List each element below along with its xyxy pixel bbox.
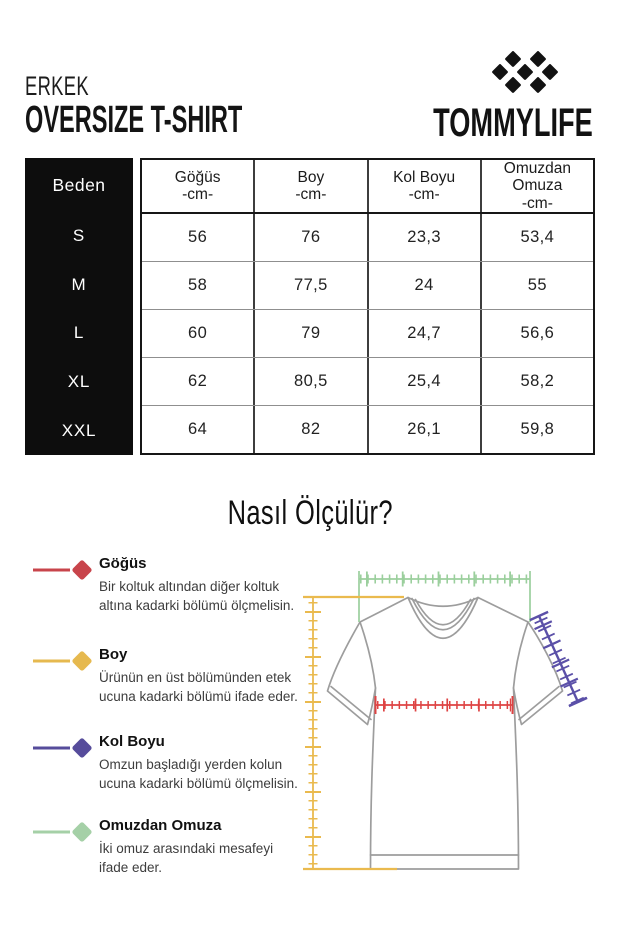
- column-label: Omuzdan Omuza: [503, 159, 571, 195]
- table-cell: 62: [188, 372, 208, 390]
- brand-name: TOMMYLIFE: [433, 101, 593, 145]
- column-label: Göğüs: [174, 168, 221, 186]
- column-unit: -cm-: [521, 194, 553, 212]
- tshirt-diagram: [300, 555, 620, 930]
- size-table: [25, 158, 595, 455]
- column-header-chest: [142, 160, 253, 212]
- legend-name: Göğüs: [99, 555, 147, 572]
- table-cell: 26,1: [367, 406, 480, 453]
- table-cell: 24: [367, 262, 480, 309]
- size-label: XL: [67, 372, 91, 392]
- table-cell: 82: [253, 406, 366, 453]
- table-cell: 56,6: [480, 310, 593, 357]
- legend-description: Bir koltuk altından diğer koltuk altına kadarki bölümü ölçmelisin.: [99, 579, 295, 614]
- brand-diamonds-icon: [492, 49, 560, 95]
- table-cell: 77,5: [253, 262, 366, 309]
- table-row: [142, 261, 593, 309]
- legend-text: [99, 555, 299, 616]
- table-row: [142, 309, 593, 357]
- table-cell: 56: [188, 228, 208, 246]
- product-title: OVERSIZE T-SHIRT: [25, 99, 243, 141]
- legend-name: Boy: [99, 646, 128, 663]
- table-cell: 58: [188, 276, 208, 294]
- table-cell: 24,7: [367, 310, 480, 357]
- column-header-length: [253, 160, 366, 212]
- column-label: Boy: [297, 168, 325, 186]
- table-cell: 53,4: [480, 214, 593, 261]
- table-cell: 55: [480, 262, 593, 309]
- table-cell: 79: [253, 310, 366, 357]
- table-cell: 80,5: [253, 358, 366, 405]
- tshirt-outline: [328, 598, 563, 870]
- legend-description: Omzun başladığı yerden kolun ucuna kadarki bölümü ölçmelisin.: [99, 757, 298, 792]
- table-row: [142, 357, 593, 405]
- table-cell: 76: [253, 214, 366, 261]
- measurements-grid: [140, 158, 595, 455]
- column-header-shoulder: [480, 160, 593, 212]
- category-title: ERKEK: [25, 71, 89, 101]
- column-unit: -cm-: [408, 186, 440, 203]
- legend-name: Omuzdan Omuza: [99, 817, 222, 834]
- length-measure-icon: [30, 644, 98, 678]
- table-cell: 25,4: [367, 358, 480, 405]
- how-to-measure-heading: [0, 494, 620, 533]
- shoulder-measure-icon: [30, 815, 98, 849]
- legend-description: İki omuz arasındaki mesafeyi ifade eder.: [99, 841, 274, 876]
- column-unit: -cm-: [182, 186, 214, 203]
- size-corner-cell: Beden: [52, 174, 106, 195]
- legend-name: Kol Boyu: [99, 733, 165, 750]
- brand-header: [373, 0, 593, 150]
- grid-body: [142, 214, 593, 453]
- table-cell: 23,3: [367, 214, 480, 261]
- table-cell: 64: [188, 420, 208, 438]
- size-label: S: [72, 226, 86, 246]
- legend-text: [99, 817, 299, 878]
- grid-header-row: [142, 160, 593, 214]
- size-label: XXL: [61, 420, 97, 440]
- size-label-column: [25, 158, 133, 455]
- how-to-measure-title: Nasıl Ölçülür?: [227, 494, 393, 532]
- chest-measure-icon: [30, 553, 98, 587]
- table-row: [142, 405, 593, 453]
- table-cell: 60: [188, 324, 208, 342]
- table-cell: 59,8: [480, 406, 593, 453]
- legend-text: [99, 733, 299, 794]
- table-row: [142, 214, 593, 261]
- table-cell: 58,2: [480, 358, 593, 405]
- column-unit: -cm-: [295, 186, 327, 203]
- legend-text: [99, 646, 299, 707]
- size-label: L: [73, 323, 85, 343]
- column-label: Kol Boyu: [393, 168, 456, 186]
- legend-description: Ürünün en üst bölümünden etek ucuna kadarki bölümü ifade eder.: [99, 670, 298, 705]
- size-label: M: [71, 274, 87, 294]
- sleeve-measure-icon: [30, 731, 98, 765]
- column-header-sleeve: [367, 160, 480, 212]
